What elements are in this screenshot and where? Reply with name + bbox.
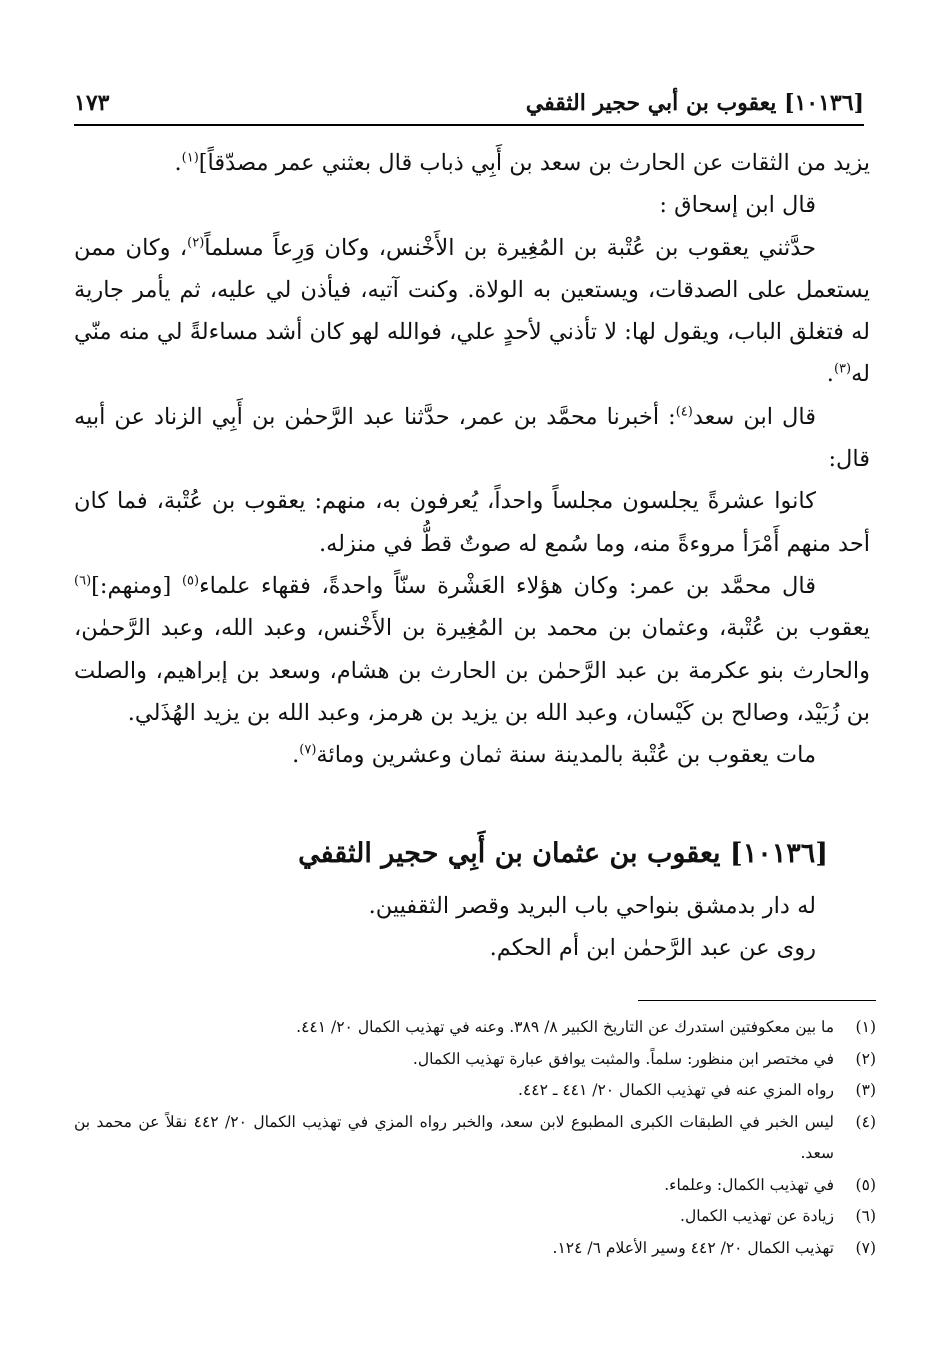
paragraph-text: يزيد من الثقات عن الحارث بن سعد بن أَبِي ذباب قال بعثني عمر مصدّقاً] bbox=[198, 150, 870, 176]
footnote-number: (٧) bbox=[855, 1238, 876, 1257]
footnote-6 bbox=[74, 1201, 876, 1233]
entry-line-1: له دار بدمشق بنواحي باب البريد وقصر الثقفيين. bbox=[368, 893, 816, 919]
header-rule bbox=[74, 124, 864, 126]
paragraph-1 bbox=[74, 142, 870, 184]
footnote-ref-2[interactable]: (٢) bbox=[187, 235, 205, 251]
footnote-3 bbox=[74, 1075, 876, 1107]
paragraph-text: حدَّثني يعقوب بن عُتْبة بن المُغِيرة بن الأَخْنس، وكان وَرِعاً مسلماً bbox=[204, 234, 816, 261]
paragraph-text: قال ابن سعد bbox=[692, 403, 817, 430]
footnote-ref-5[interactable]: (٥) bbox=[181, 573, 200, 589]
paragraph-6 bbox=[74, 565, 870, 734]
punctuation: . bbox=[174, 150, 182, 176]
footnotes bbox=[74, 1012, 876, 1264]
footnote-text: في تهذيب الكمال: وعلماء. bbox=[664, 1175, 834, 1194]
footnote-number: (٣) bbox=[855, 1081, 876, 1099]
punctuation: . bbox=[826, 361, 834, 388]
footnote-ref-1[interactable]: (١) bbox=[181, 150, 199, 166]
footnote-2 bbox=[74, 1044, 876, 1076]
footnote-ref-7[interactable]: (٧) bbox=[299, 742, 317, 758]
footnote-text: رواه المزي عنه في تهذيب الكمال ٢٠/ ٤٤١ ـ ٤٤٢. bbox=[518, 1081, 834, 1099]
footnote-text: ليس الخبر في الطبقات الكبرى المطبوع لابن سعد، والخبر رواه المزي في تهذيب الكمال ٢٠/ ٤٤٢ نقلاً عن محمد بن سعد. bbox=[74, 1112, 834, 1162]
running-title: [١٠١٣٦] يعقوب بن أبي حجير الثقفي bbox=[525, 90, 864, 116]
paragraph-text: يعقوب بن عُتْبة، وعثمان بن محمد بن المُغِيرة بن الأَخْنس، وعبد الله، وعبد الرَّحمٰن، والحارث بنو عكرمة بن عبد الرَّحمٰن بن الحارث بن هشام، وسعد بن إبراهيم، والصلت بن زُبَيْد، وصالح بن كَيْسان، وعبد الله بن يزيد بن هرمز، وعبد الله بن يزيد الهُذَلي. bbox=[74, 615, 870, 726]
footnote-1 bbox=[74, 1012, 876, 1044]
paragraph-4 bbox=[74, 396, 870, 481]
running-header bbox=[74, 90, 864, 124]
paragraph-text: قال ابن إسحاق : bbox=[659, 192, 816, 219]
footnote-ref-3[interactable]: (٣) bbox=[833, 361, 852, 377]
paragraph-7 bbox=[74, 734, 870, 776]
paragraph-text: قال محمَّد بن عمر: وكان هؤلاء العَشْرة سنّاً واحدةً، فقهاء علماء bbox=[199, 572, 816, 599]
entry-line-2: روى عن عبد الرَّحمٰن ابن أم الحكم. bbox=[489, 935, 816, 961]
footnote-text: تهذيب الكمال ٢٠/ ٤٤٢ وسير الأعلام ٦/ ١٢٤. bbox=[552, 1238, 834, 1257]
paragraph-text: كانوا عشرةً يجلسون مجلساً واحداً، يُعرفون به، منهم: يعقوب بن عُتْبة، فما كان أحد منهم أَمْرَأ مروءةً منه، وما سُمع له صوتٌ قطُّ في منزله. bbox=[74, 488, 870, 557]
paragraph-5 bbox=[74, 480, 870, 565]
footnote-number: (١) bbox=[855, 1018, 876, 1036]
paragraph-3 bbox=[74, 227, 870, 396]
footnote-text: ما بين معكوفتين استدرك عن التاريخ الكبير ٨/ ٣٨٩. وعنه في تهذيب الكمال ٢٠/ ٤٤١. bbox=[296, 1018, 834, 1036]
footnote-text: زيادة عن تهذيب الكمال. bbox=[680, 1207, 834, 1225]
paragraph-text: ، وكان ممن يستعمل على الصدقات، ويستعين به الولاة. وكنت آتيه، فيأذن لي عليه، ثم يأمر جارية له فتغلق الباب، ويقول لها: لا تأذني لأحدٍ علي، فوالله لهو كان أشد مساءلةً لي منه منّي له bbox=[74, 234, 870, 388]
footnote-separator bbox=[638, 1000, 876, 1001]
main-text bbox=[74, 142, 870, 776]
footnote-ref-6[interactable]: (٦) bbox=[74, 573, 92, 589]
paragraph-text: [ومنهم:] bbox=[91, 572, 182, 599]
footnote-4 bbox=[74, 1107, 876, 1170]
footnote-number: (٦) bbox=[855, 1207, 876, 1225]
paragraph-text: : أخبرنا محمَّد بن عمر، حدَّثنا عبد الرَّحمٰن بن أَبِي الزناد عن أبيه قال: bbox=[74, 403, 870, 473]
paragraph-2 bbox=[74, 184, 870, 226]
page-number: ١٧٣ bbox=[74, 90, 110, 116]
entry-text bbox=[74, 885, 870, 969]
footnote-text: في مختصر ابن منظور: سلماً. والمثبت يوافق عبارة تهذيب الكمال. bbox=[412, 1049, 834, 1068]
footnote-number: (٥) bbox=[855, 1175, 876, 1194]
footnote-7 bbox=[74, 1233, 876, 1265]
paragraph-text: مات يعقوب بن عُتْبة بالمدينة سنة ثمان وعشرين ومائة bbox=[316, 742, 816, 769]
footnote-number: (٢) bbox=[855, 1049, 876, 1068]
footnote-number: (٤) bbox=[855, 1112, 876, 1131]
footnote-ref-4[interactable]: (٤) bbox=[675, 404, 693, 420]
entry-heading: [١٠١٣٦] يعقوب بن عثمان بن أَبِي حجير الثقفي bbox=[298, 838, 828, 869]
punctuation: . bbox=[292, 742, 300, 769]
footnote-5 bbox=[74, 1170, 876, 1202]
